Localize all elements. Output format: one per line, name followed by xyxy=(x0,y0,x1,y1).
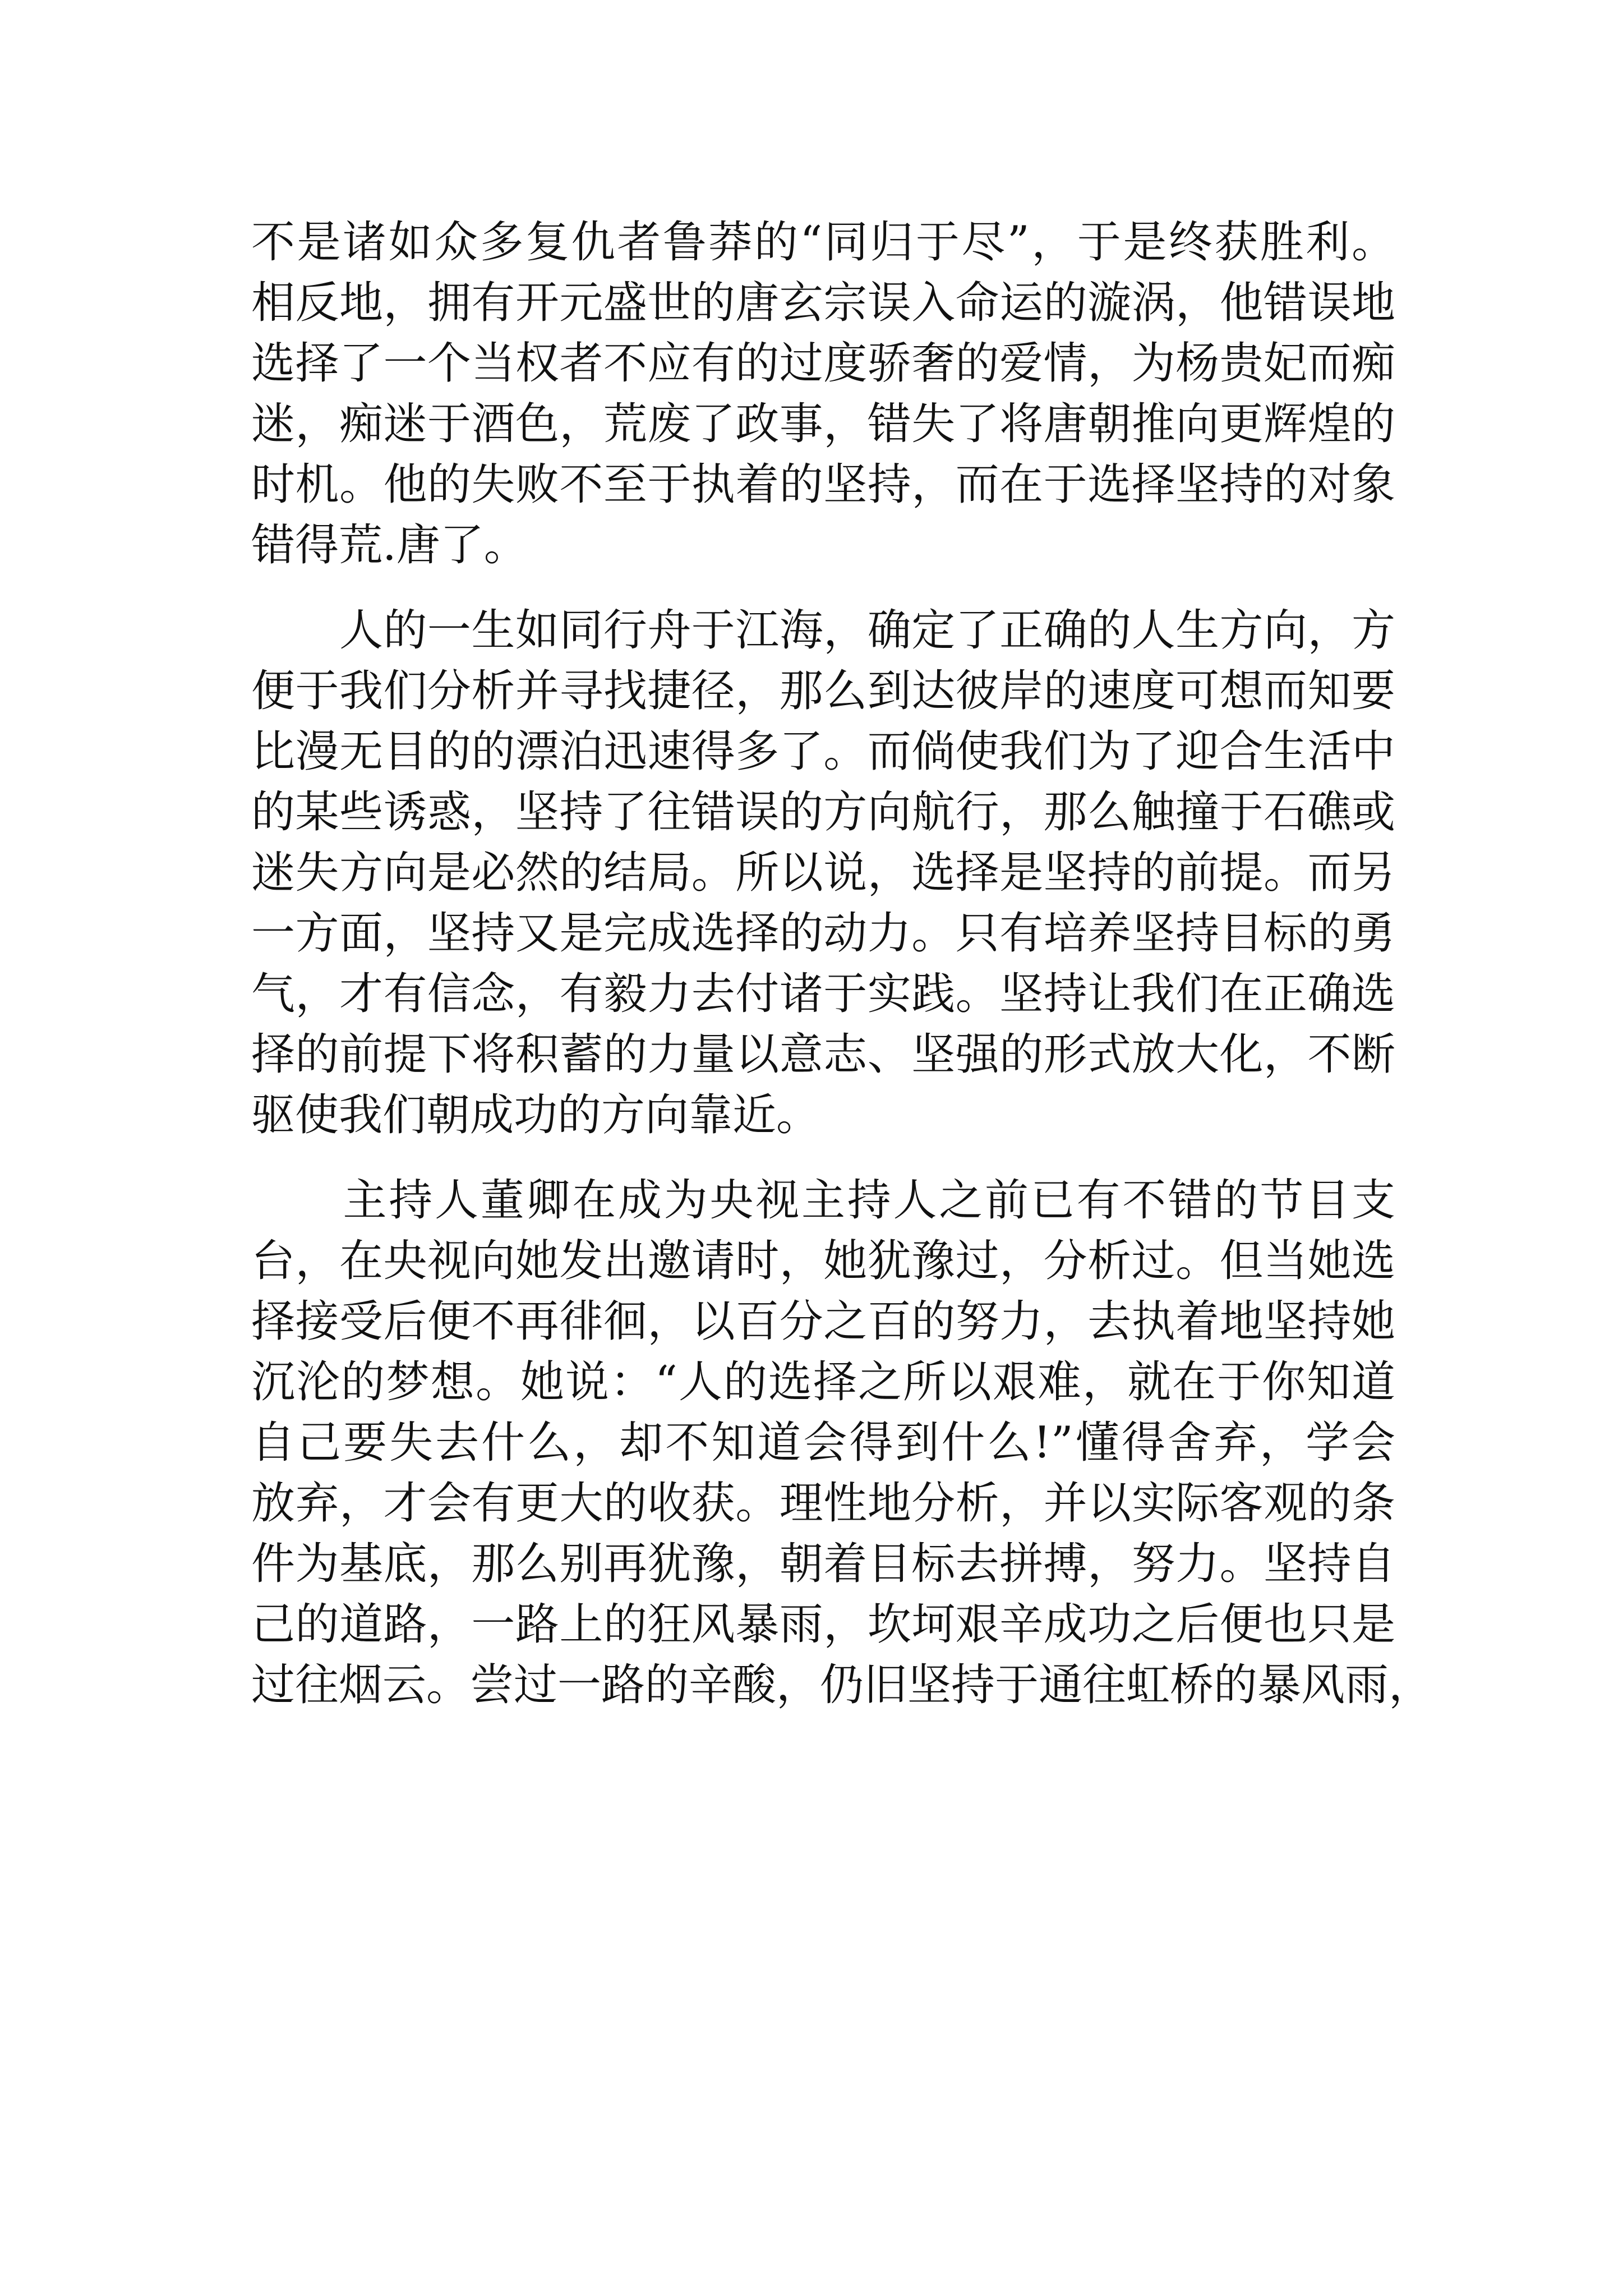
text-line: 比漫无目的的漂泊迅速得多了。而倘使我们为了迎合生活中 xyxy=(251,726,1395,777)
text-line: 一方面，坚持又是完成选择的动力。只有培养坚持目标的勇 xyxy=(251,908,1395,959)
text-line: 自己要失去什么，却不知道会得到什么!”懂得舍弃，学会 xyxy=(251,1418,1395,1468)
paragraph-gap xyxy=(251,1145,1395,1170)
paragraph xyxy=(251,212,1395,576)
document-body xyxy=(251,212,1433,1715)
text-line: 不是诸如众多复仇者鲁莽的“同归于尽”，于是终获胜利。 xyxy=(251,217,1395,268)
text-line: 择接受后便不再徘徊，以百分之百的努力，去执着地坚持她 xyxy=(251,1296,1395,1347)
text-line: 相反地，拥有开元盛世的唐玄宗误入命运的漩涡，他错误地 xyxy=(251,278,1395,328)
text-line: 沉沦的梦想。她说：“人的选择之所以艰难，就在于你知道 xyxy=(251,1357,1395,1407)
text-line: 主持人董卿在成为央视主持人之前已有不错的节目支 xyxy=(251,1175,1395,1226)
text-line: 时机。他的失败不至于执着的坚持，而在于选择坚持的对象 xyxy=(251,459,1395,510)
text-line: 迷失方向是必然的结局。所以说，选择是坚持的前提。而另 xyxy=(251,848,1395,898)
text-line: 过往烟云。尝过一路的辛酸，仍旧坚持于通往虹桥的暴风雨， xyxy=(251,1660,1433,1710)
text-line: 己的道路，一路上的狂风暴雨，坎坷艰辛成功之后便也只是 xyxy=(251,1599,1395,1650)
text-line: 件为基底，那么别再犹豫，朝着目标去拼搏，努力。坚持自 xyxy=(251,1539,1395,1589)
text-line: 择的前提下将积蓄的力量以意志、坚强的形式放大化，不断 xyxy=(251,1029,1395,1080)
text-line: 错得荒.唐了。 xyxy=(251,520,528,570)
paragraph xyxy=(251,1170,1433,1715)
text-line: 台，在央视向她发出邀请时，她犹豫过，分析过。但当她选 xyxy=(251,1236,1395,1286)
text-line: 气，才有信念，有毅力去付诸于实践。坚持让我们在正确选 xyxy=(251,969,1395,1019)
text-line: 人的一生如同行舟于江海，确定了正确的人生方向，方 xyxy=(251,605,1395,656)
text-line: 的某些诱惑，坚持了往错误的方向航行，那么触撞于石礁或 xyxy=(251,787,1395,838)
text-line: 驱使我们朝成功的方向靠近。 xyxy=(251,1090,820,1140)
text-line: 迷，痴迷于酒色，荒废了政事，错失了将唐朝推向更辉煌的 xyxy=(251,399,1395,449)
paragraph xyxy=(251,600,1395,1145)
paragraph-gap xyxy=(251,576,1395,600)
text-line: 放弃，才会有更大的收获。理性地分析，并以实际客观的条 xyxy=(251,1478,1395,1529)
text-line: 便于我们分析并寻找捷径，那么到达彼岸的速度可想而知要 xyxy=(251,666,1395,716)
text-line: 选择了一个当权者不应有的过度骄奢的爱情，为杨贵妃而痴 xyxy=(251,338,1395,389)
